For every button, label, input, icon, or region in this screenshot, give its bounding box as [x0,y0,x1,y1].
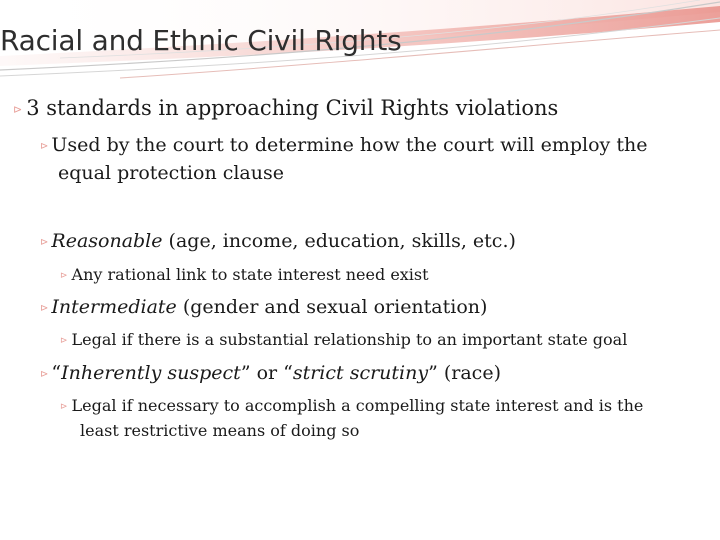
list-item-text: 3 standards in approaching Civil Rights violations [26,96,559,120]
bullet-icon: ⊳ [60,401,68,412]
term-strict-scrutiny: strict scrutiny [292,362,429,384]
list-item-text: Legal if necessary to accomplish a compelling state interest and is the [71,396,644,415]
bullet-icon: ⊳ [13,103,23,116]
term-inherently-suspect: Inherently suspect [61,362,241,384]
list-item-usage-continued: equal protection clause [58,162,284,184]
list-item-strict-detail-continued: least restrictive means of doing so [80,421,360,440]
list-item-text: Any rational link to state interest need exist [71,265,429,284]
list-item-usage [40,134,647,156]
quote-open: “ [51,362,62,384]
list-item-reasonable-detail [60,265,429,284]
bullet-icon: ⊳ [40,302,49,314]
list-item-intermediate [40,296,487,318]
bullet-icon: ⊳ [60,270,68,281]
bullet-icon: ⊳ [60,335,68,346]
bullet-icon: ⊳ [40,236,49,248]
list-item-intermediate-detail [60,330,627,349]
list-item-main [13,96,558,120]
list-item-text: Legal if there is a substantial relationship to an important state goal [71,330,628,349]
slide-title: Racial and Ethnic Civil Rights [0,24,402,57]
list-item-text: Used by the court to determine how the court will employ the [51,134,648,156]
bullet-icon: ⊳ [40,140,49,152]
list-item-text: ” or “ [240,362,293,384]
list-item-text: ” (race) [428,362,501,384]
list-item-reasonable [40,230,516,252]
list-item-text: (age, income, education, skills, etc.) [162,230,516,252]
list-item-strict-detail [60,396,643,415]
list-item-text: (gender and sexual orientation) [176,296,488,318]
bullet-icon: ⊳ [40,368,49,380]
term-reasonable: Reasonable [51,230,163,252]
term-intermediate: Intermediate [51,296,177,318]
list-item-strict [40,362,501,384]
